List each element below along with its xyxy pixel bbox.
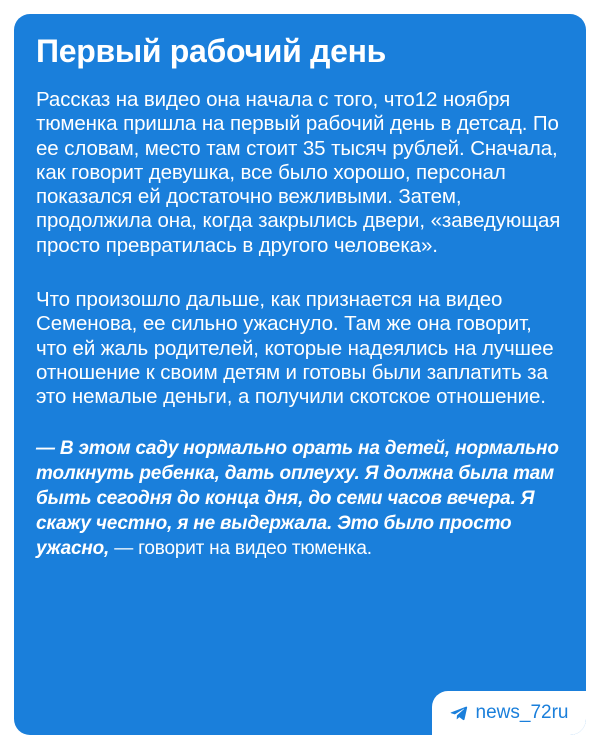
quote-attribution: — говорит на видео тюменка.	[114, 537, 372, 559]
telegram-icon	[450, 705, 468, 721]
article-card	[14, 14, 586, 735]
source-label: news_72ru	[475, 702, 569, 723]
source-tab[interactable]	[432, 691, 586, 735]
paragraph-1: Рассказ на видео она начала с того, что12 ноября тюменка пришла на первый рабочий день в детсад. По ее словам, место там стоит 35 тысяч рублей. Сначала, как говорит девушка, все было хорошо, персонал показался ей достаточно вежливыми. Затем, продолжила она, когда закрылись двери, «заведующая просто превратилась в другого человека».	[36, 88, 561, 257]
card-title: Первый рабочий день	[36, 33, 386, 69]
card-content	[36, 32, 568, 561]
quote-block	[36, 436, 568, 561]
paragraph-2: Что произошло дальше, как признается на видео Семенова, ее сильно ужаснуло. Там же она говорит, что ей жаль родителей, которые надеялись на лучшее отношение к своим детям и готовы были заплатить за это немалые деньги, а получили скотское отношение.	[36, 288, 554, 409]
quote-text: — В этом саду нормально орать на детей, нормально толкнуть ребенка, дать оплеуху. Я должна была там быть сегодня до конца дня, до семи часов вечера. Я скажу честно, я не выдержала. Это было просто ужасно,	[36, 437, 559, 559]
